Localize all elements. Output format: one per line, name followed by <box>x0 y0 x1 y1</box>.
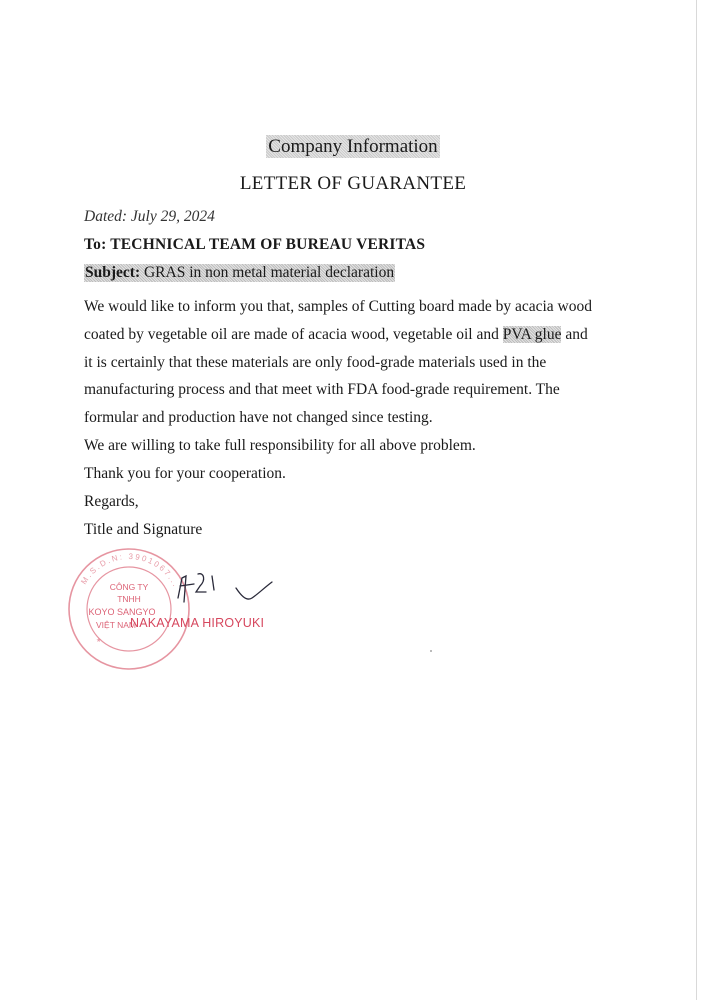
stamp-line-1: CÔNG TY <box>109 582 149 592</box>
stamp-outer-text: M.S.D.N: 3901067... <box>79 551 181 590</box>
body-line-2-end: and <box>561 326 588 343</box>
company-info-heading <box>0 136 706 158</box>
body-line-4: manufacturing process and that meet with FDA food-grade requirement. The <box>84 381 560 398</box>
subject-text: GRAS in non metal material declaration <box>140 264 395 281</box>
scan-speck <box>430 650 432 652</box>
body-line-3: it is certainly that these materials are only food-grade materials used in the <box>84 354 547 371</box>
signer-name: NAKAYAMA HIROYUKI <box>130 616 265 630</box>
body-line-5: formular and production have not changed since testing. <box>84 409 433 426</box>
company-info-label: Company Information <box>268 136 438 157</box>
stamp-line-3: KOYO SANGYO <box>88 607 156 617</box>
pva-glue-highlight: PVA glue <box>502 326 562 343</box>
letter-title: LETTER OF GUARANTEE <box>239 173 467 194</box>
body-line-2 <box>84 326 588 344</box>
body-line-1: We would like to inform you that, samples of Cutting board made by acacia wood <box>84 298 592 315</box>
body-line-6: We are willing to take full responsibility for all above problem. <box>84 437 476 454</box>
stamp-line-2: TNHH <box>117 594 141 604</box>
body-line-7: Thank you for your cooperation. <box>84 465 286 482</box>
date-line: Dated: July 29, 2024 <box>84 208 215 225</box>
stamp-line-4: VIỆT NAM <box>96 620 136 630</box>
body-line-2-start: coated by vegetable oil are made of acacia wood, vegetable oil and <box>84 326 503 343</box>
subject-line <box>84 264 395 282</box>
subject-label: Subject: <box>85 264 141 281</box>
closing-line: Regards, <box>84 493 139 510</box>
svg-text:★: ★ <box>96 638 102 644</box>
signature-label: Title and Signature <box>84 521 203 538</box>
recipient-line: To: TECHNICAL TEAM OF BUREAU VERITAS <box>84 236 426 253</box>
